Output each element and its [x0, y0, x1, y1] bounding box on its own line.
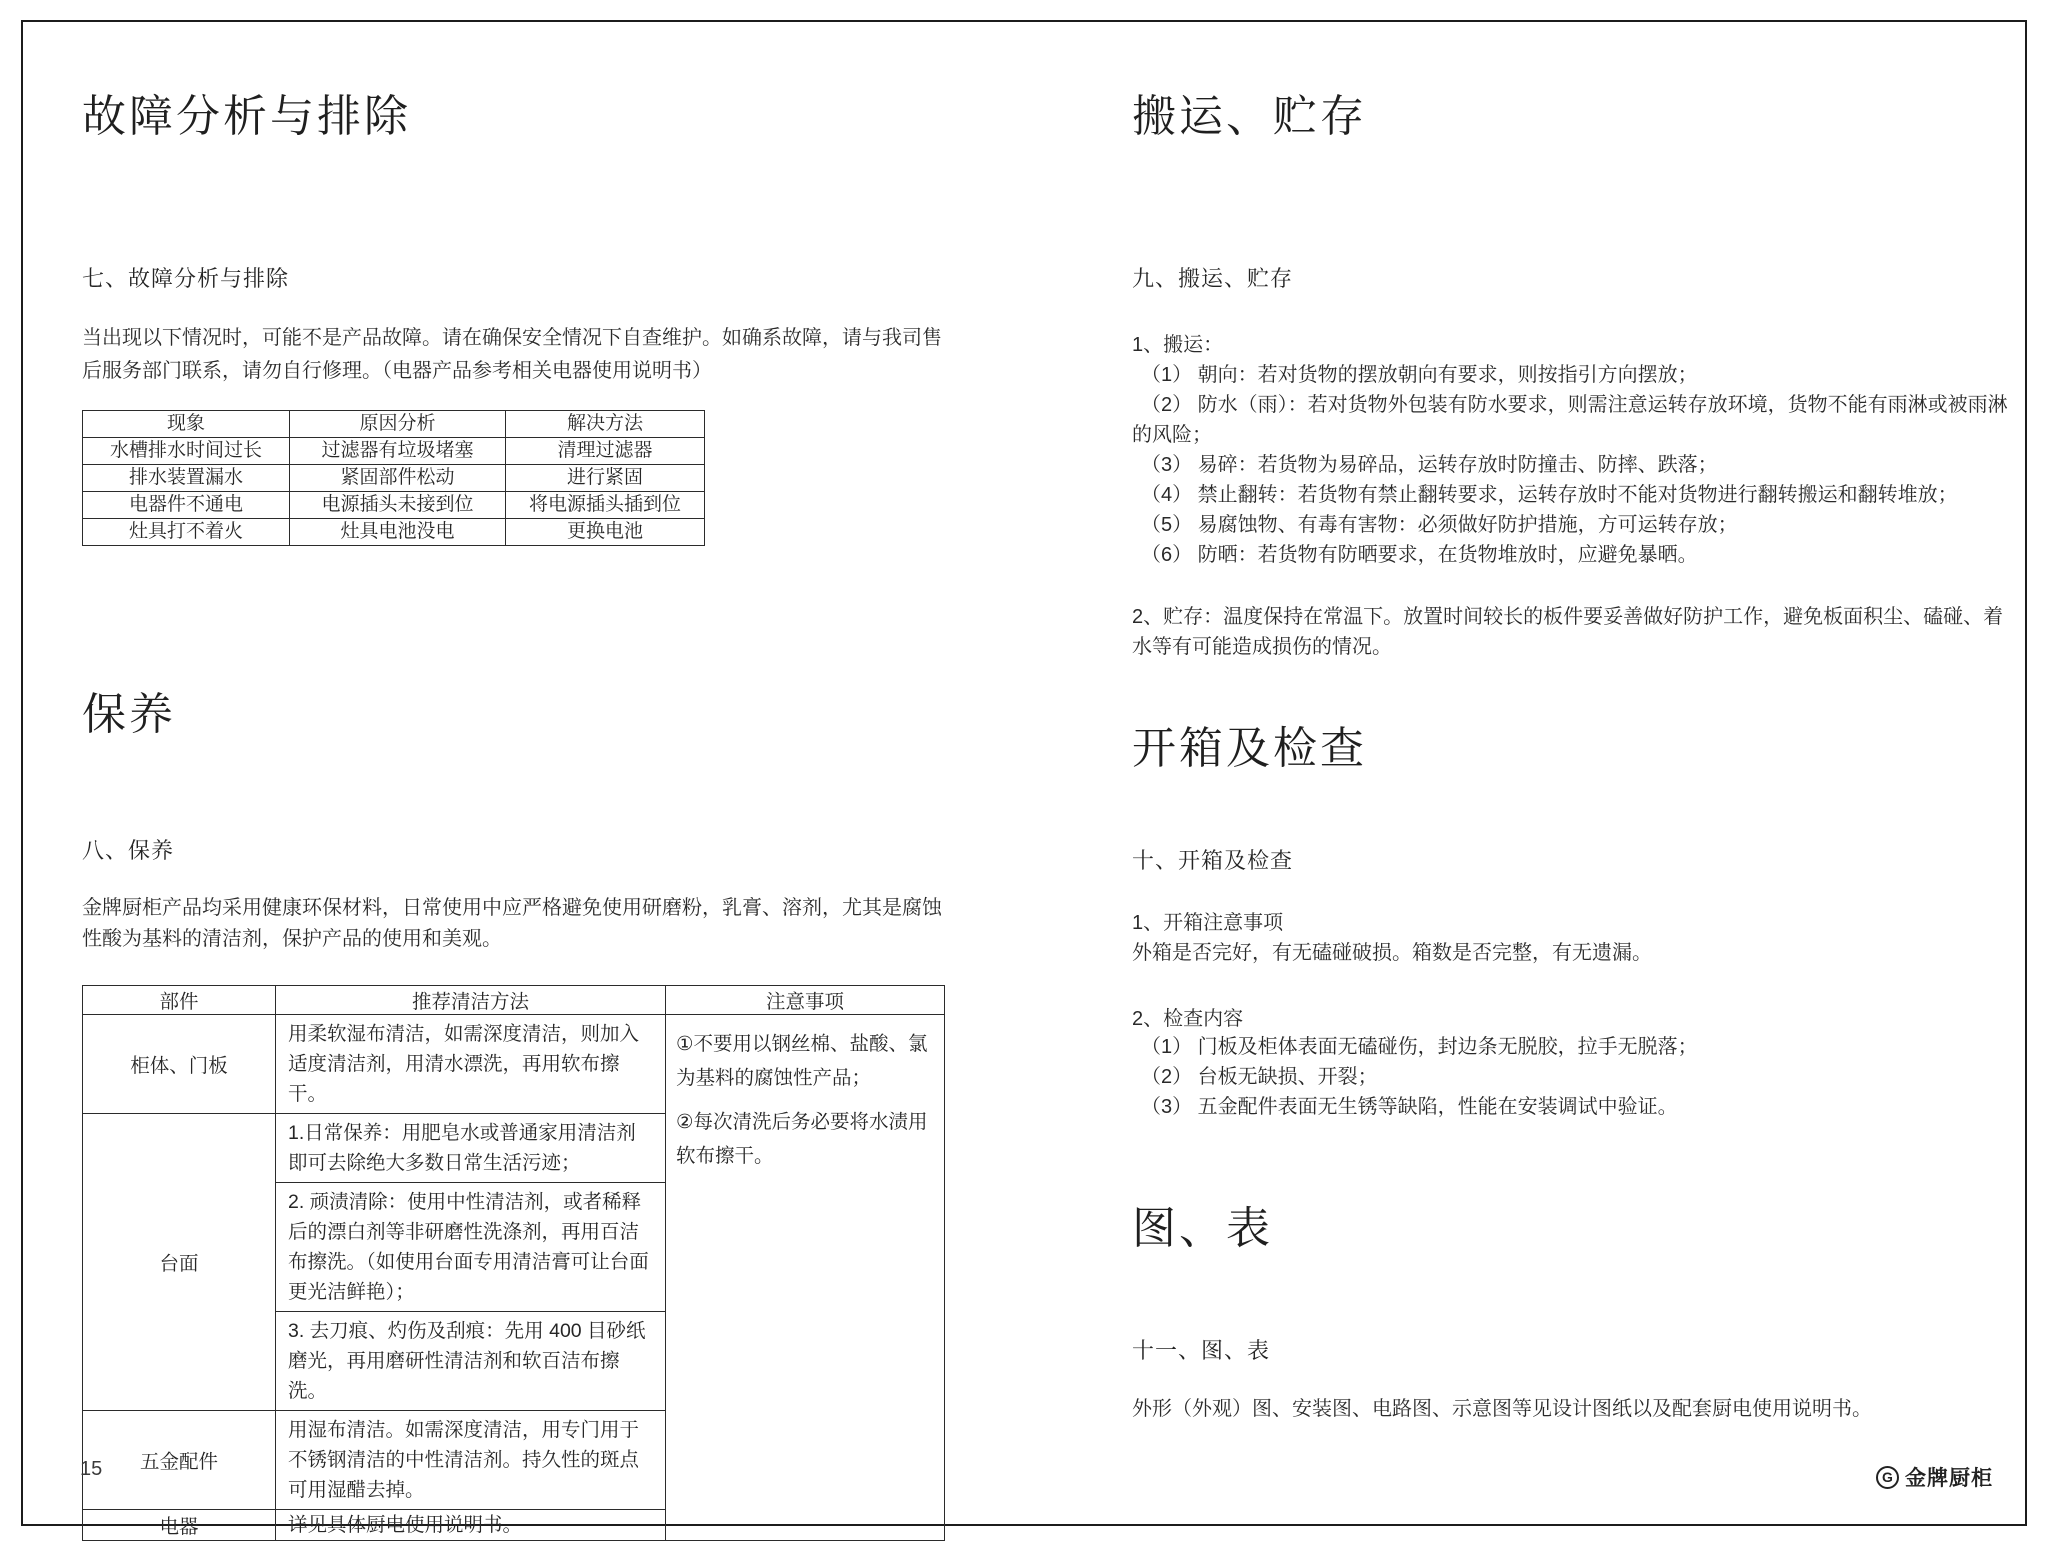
fault-col-phenomenon: 现象: [83, 411, 290, 438]
fault-cell: 进行紧固: [506, 465, 705, 492]
list-item: （1） 门板及柜体表面无磕碰伤，封边条无脱胶，拉手无脱落；: [1141, 1036, 1698, 1058]
list-item: （3） 易碎：若货物为易碎品，运转存放时防撞击、防摔、跌落；: [1141, 454, 1718, 476]
brand-logo: [1876, 1462, 1993, 1492]
storage-paragraph: 2、贮存：温度保持在常温下。放置时间较长的板件要妥善做好防护工作，避免板面积尘、磕碰、着水等有可能造成损伤的情况。: [1132, 606, 2004, 658]
fault-cell: 清理过滤器: [506, 438, 705, 465]
check-list: [1132, 1032, 2016, 1122]
check-label: 2、检查内容: [1132, 1008, 1244, 1030]
fault-table-header-row: [83, 411, 705, 438]
list-item: （4） 禁止翻转：若货物有禁止翻转要求，运转存放时不能对货物进行翻转搬运和翻转堆放；: [1141, 484, 1958, 506]
care-part-cabinet: 柜体、门板: [83, 1015, 276, 1114]
care-part-countertop: 台面: [83, 1114, 276, 1411]
care-section-title: 保养: [82, 690, 176, 739]
table-row: [83, 519, 705, 546]
care-table: [82, 985, 945, 1541]
table-row: [83, 492, 705, 519]
unpack-section-subtitle: 十、开箱及检查: [1132, 848, 1294, 873]
care-method-countertop-2: 2. 顽渍清除：使用中性清洁剂，或者稀释后的漂白剂等非研磨性洗涤剂，再用百洁布擦洗。（如使用台面专用清洁膏可让台面更光洁鲜艳）；: [276, 1183, 666, 1312]
care-method-countertop-3: 3. 去刀痕、灼伤及刮痕：先用 400 目砂纸磨光，再用磨研性清洁剂和软百洁布擦洗。: [276, 1312, 666, 1411]
care-method-countertop-1: 1.日常保养：用肥皂水或普通家用清洁剂即可去除绝大多数日常生活污迹；: [276, 1114, 666, 1183]
fault-intro-paragraph: 当出现以下情况时，可能不是产品故障。请在确保安全情况下自查维护。如确系故障，请与我司售后服务部门联系，请勿自行修理。（电器产品参考相关电器使用说明书）: [82, 327, 942, 382]
list-item: （2） 台板无缺损、开裂；: [1141, 1066, 1378, 1088]
fault-cell: 电源插头未接到位: [290, 492, 506, 519]
figures-paragraph: 外形（外观）图、安装图、电路图、示意图等见设计图纸以及配套厨电使用说明书。: [1132, 1398, 1872, 1420]
care-part-hardware: 五金配件: [83, 1411, 276, 1510]
unpack-note-label: 1、开箱注意事项: [1132, 912, 1284, 934]
list-item: （6） 防晒：若货物有防晒要求，在货物堆放时，应避免暴晒。: [1141, 544, 1698, 566]
transport-section-subtitle: 九、搬运、贮存: [1132, 266, 1294, 291]
fault-section-title: 故障分析与排除: [82, 92, 411, 141]
care-part-appliance: 电器: [83, 1510, 276, 1541]
care-method-cabinet: 用柔软湿布清洁，如需深度清洁，则加入适度清洁剂，用清水漂洗，再用软布擦干。: [276, 1015, 666, 1114]
page-number: 15: [80, 1458, 103, 1480]
fault-cell: 排水装置漏水: [83, 465, 290, 492]
care-section-subtitle: 八、保养: [82, 838, 175, 863]
brand-name: 金牌厨柜: [1905, 1467, 1993, 1490]
fault-table: [82, 410, 705, 546]
figures-section-subtitle: 十一、图、表: [1132, 1338, 1271, 1363]
fault-cell: 将电源插头插到位: [506, 492, 705, 519]
moving-list: [1132, 360, 2016, 570]
care-col-method: 推荐清洁方法: [276, 986, 666, 1015]
care-col-part: 部件: [83, 986, 276, 1015]
fault-cell: 更换电池: [506, 519, 705, 546]
table-row: [83, 438, 705, 465]
care-method-hardware: 用湿布清洁。如需深度清洁，用专门用于不锈钢清洁的中性清洁剂。持久性的斑点可用湿醋去掉。: [276, 1411, 666, 1510]
unpack-note-text: 外箱是否完好，有无磕碰破损。箱数是否完整，有无遗漏。: [1132, 942, 1652, 964]
fault-col-solution: 解决方法: [506, 411, 705, 438]
table-row: [83, 1015, 945, 1114]
moving-label: 1、搬运：: [1132, 334, 1224, 356]
care-notes-cell: [666, 1015, 945, 1541]
care-note-1: ①不要用以钢丝棉、盐酸、氯为基料的腐蚀性产品；: [676, 1033, 928, 1089]
care-note-2: ②每次清洗后务必要将水渍用软布擦干。: [676, 1111, 928, 1167]
care-col-notes: 注意事项: [666, 986, 945, 1015]
list-item: （5） 易腐蚀物、有毒有害物：必须做好防护措施，方可运转存放；: [1141, 514, 1738, 536]
care-intro-paragraph: 金牌厨柜产品均采用健康环保材料，日常使用中应严格避免使用研磨粉，乳膏、溶剂，尤其是腐蚀性酸为基料的清洁剂，保护产品的使用和美观。: [82, 897, 942, 950]
fault-cell: 电器件不通电: [83, 492, 290, 519]
figures-section-title: 图、表: [1132, 1204, 1273, 1253]
fault-cell: 过滤器有垃圾堵塞: [290, 438, 506, 465]
transport-section-title: 搬运、贮存: [1132, 92, 1367, 141]
fault-cell: 灶具打不着火: [83, 519, 290, 546]
fault-section-subtitle: 七、故障分析与排除: [82, 266, 290, 291]
list-item: （1） 朝向：若对货物的摆放朝向有要求，则按指引方向摆放；: [1141, 364, 1698, 386]
list-item: （2） 防水（雨）：若对货物外包装有防水要求，则需注意运转存放环境，货物不能有雨淋或被雨淋的风险；: [1132, 394, 2008, 446]
fault-col-cause: 原因分析: [290, 411, 506, 438]
care-method-appliance: 详见具体厨电使用说明书。: [276, 1510, 666, 1541]
fault-cell: 水槽排水时间过长: [83, 438, 290, 465]
table-row: [83, 465, 705, 492]
unpack-section-title: 开箱及检查: [1132, 724, 1367, 773]
fault-cell: 紧固部件松动: [290, 465, 506, 492]
brand-g-icon: G: [1876, 1466, 1899, 1489]
fault-cell: 灶具电池没电: [290, 519, 506, 546]
list-item: （3） 五金配件表面无生锈等缺陷，性能在安装调试中验证。: [1141, 1096, 1678, 1118]
care-table-header-row: [83, 986, 945, 1015]
